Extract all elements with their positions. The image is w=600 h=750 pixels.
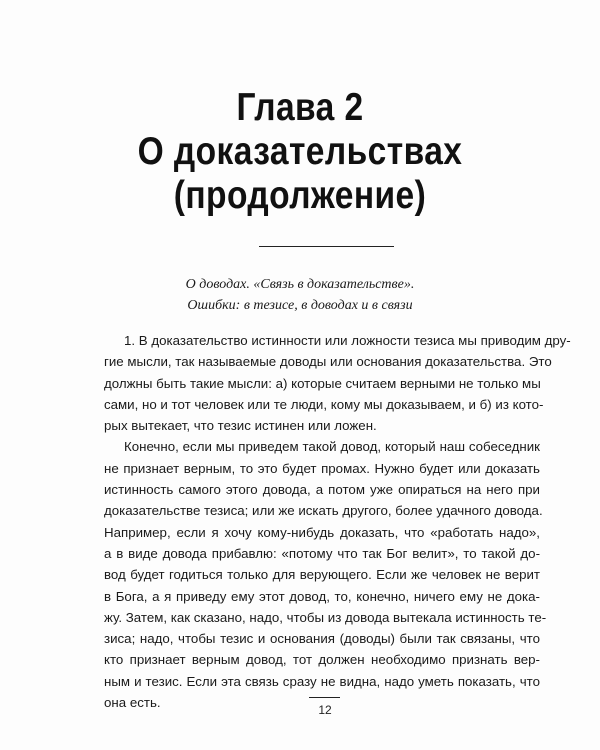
chapter-title: [42, 86, 558, 218]
chapter-title-line-3: (продолжение): [173, 174, 427, 217]
text-line: кто признает верным довод, тот должен необходимо признать вер-: [104, 652, 540, 668]
text-line: жу. Затем, как сказано, надо, чтобы из довода вытекала истинность те-: [104, 609, 547, 625]
text-line: а в виде довода прибавлю: «потому что так Бог велит», то такой до-: [104, 545, 540, 561]
footer-divider: [309, 697, 340, 698]
text-line: сами, но и тот человек или те люди, кому мы доказываем, и б) из кото-: [104, 396, 544, 412]
body-text: [104, 330, 571, 713]
text-line: доказательстве тезиса; или же искать другого, более удачного довода.: [104, 503, 543, 519]
chapter-epigraph: [0, 274, 600, 316]
chapter-title-line-1: Глава 2: [236, 86, 364, 129]
text-line: не признает верным, то это будет промах. Нужно будет или доказать: [104, 460, 540, 476]
chapter-title-line-2: О доказательствах: [137, 130, 463, 173]
text-line: вод будет годиться только для верующего. Если же человек не верит: [104, 567, 540, 583]
text-line: гие мысли, так называемые доводы или основания доказательства. Это: [104, 354, 552, 370]
page-number: 12: [318, 703, 332, 717]
text-line: Конечно, если мы приведем такой довод, который наш собеседник: [124, 439, 540, 455]
epigraph-line-1: О доводах. «Связь в доказательстве».: [185, 277, 415, 292]
text-line: рых вытекает, что тезис истинен или ложен.: [104, 418, 377, 434]
text-line: Например, если я хочу кому-нибудь доказать, что «работать надо»,: [104, 524, 540, 540]
text-line: в Бога, а я приведу ему этот довод, то, конечно, ничего ему не дока-: [104, 588, 540, 604]
text-line: ным и тезис. Если эта связь сразу не видна, надо уметь показать, что: [104, 673, 540, 689]
text-line: 1. В доказательство истинности или ложности тезиса мы приводим дру-: [124, 333, 571, 348]
text-line: должны быть такие мысли: а) которые считаем верными не только мы: [104, 375, 541, 391]
text-line: она есть.: [104, 695, 161, 711]
text-line: истинность самого этого довода, а потом уже опираться на него при: [104, 482, 540, 498]
text-line: зиса; надо, чтобы тезис и основания (доводы) были так связаны, что: [104, 631, 540, 647]
title-divider: [259, 246, 394, 247]
epigraph-line-2: Ошибки: в тезисе, в доводах и в связи: [187, 298, 413, 313]
